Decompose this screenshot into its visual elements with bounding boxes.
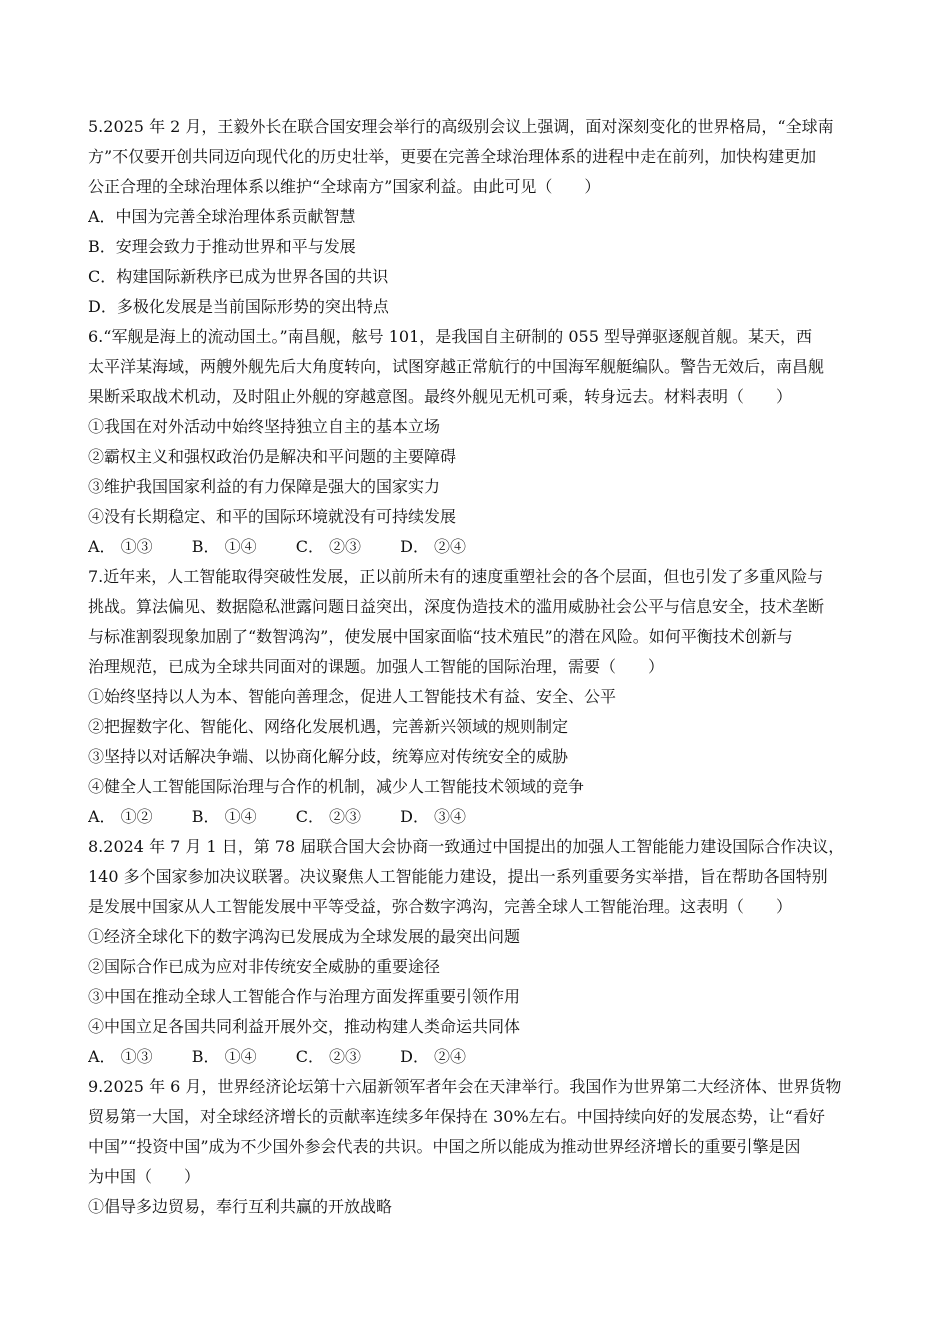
question-8 xyxy=(88,832,868,1072)
answer-option-d: D． ②④ xyxy=(400,1047,467,1066)
statement-item: ①我国在对外活动中始终坚持独立自主的基本立场 xyxy=(88,417,441,436)
statement-item: ③维护我国国家利益的有力保障是强大的国家实力 xyxy=(88,477,441,496)
answer-option-a: A． ①② xyxy=(88,807,153,826)
question-7 xyxy=(88,562,868,832)
question-stem-line: 与标准割裂现象加剧了“数智鸿沟”，使发展中国家面临“技术殖民”的潜在风险。如何平衡技术创新与 xyxy=(88,627,793,646)
question-stem-line: 治理规范，已成为全球共同面对的课题。加强人工智能的国际治理，需要（ ） xyxy=(88,657,665,676)
question-stem-line: 6.“军舰是海上的流动国土。”南昌舰，舷号 101，是我国自主研制的 055 型导弹驱逐舰首舰。某天，西 xyxy=(88,327,812,346)
question-stem-line: 贸易第一大国，对全球经济增长的贡献率连续多年保持在 30%左右。中国持续向好的发展态势，让“看好 xyxy=(88,1107,825,1126)
statement-item: ①经济全球化下的数字鸿沟已发展成为全球发展的最突出问题 xyxy=(88,927,521,946)
question-stem-line: 5.2025 年 2 月，王毅外长在联合国安理会举行的高级别会议上强调，面对深刻变化的世界格局，“全球南 xyxy=(88,117,834,136)
question-stem-line: 7.近年来，人工智能取得突破性发展，正以前所未有的速度重塑社会的各个层面，但也引发了多重风险与 xyxy=(88,567,824,586)
statement-item: ④中国立足各国共同利益开展外交，推动构建人类命运共同体 xyxy=(88,1017,521,1036)
question-stem-line: 140 多个国家参加决议联署。决议聚焦人工智能能力建设，提出一系列重要务实举措，旨在帮助各国特别 xyxy=(88,867,828,886)
statement-item: ③中国在推动全球人工智能合作与治理方面发挥重要引领作用 xyxy=(88,987,521,1006)
answer-choice-c: C．构建国际新秩序已成为世界各国的共识 xyxy=(88,267,389,286)
question-stem-line: 中国”“投资中国”成为不少国外参会代表的共识。中国之所以能成为推动世界经济增长的重要引擎是因 xyxy=(88,1137,801,1156)
question-stem-line: 为中国（ ） xyxy=(88,1167,201,1186)
answer-options xyxy=(88,532,868,562)
question-stem-line: 公正合理的全球治理体系以维护“全球南方”国家利益。由此可见（ ） xyxy=(88,177,601,196)
statement-item: ③坚持以对话解决争端、以协商化解分歧，统筹应对传统安全的威胁 xyxy=(88,747,569,766)
statement-item: ④没有长期稳定、和平的国际环境就没有可持续发展 xyxy=(88,507,457,526)
question-stem-line: 8.2024 年 7 月 1 日，第 78 届联合国大会协商一致通过中国提出的加强人工智能能力建设国际合作决议， xyxy=(88,837,845,856)
answer-option-d: D． ②④ xyxy=(400,537,467,556)
answer-option-b: B． ①④ xyxy=(191,537,257,556)
question-stem-line: 是发展中国家从人工智能发展中平等受益，弥合数字鸿沟，完善全球人工智能治理。这表明（ ） xyxy=(88,897,793,916)
question-list xyxy=(88,112,868,1222)
answer-option-a: A． ①③ xyxy=(88,537,153,556)
question-stem-line: 果断采取战术机动，及时阻止外舰的穿越意图。最终外舰见无机可乘，转身远去。材料表明（ ） xyxy=(88,387,793,406)
question-5 xyxy=(88,112,868,322)
question-9 xyxy=(88,1072,868,1222)
question-stem-line: 方”不仅要开创共同迈向现代化的历史壮举，更要在完善全球治理体系的进程中走在前列，加快构建更加 xyxy=(88,147,817,166)
answer-option-c: C． ②③ xyxy=(295,537,362,556)
statement-item: ④健全人工智能国际治理与合作的机制，减少人工智能技术领域的竞争 xyxy=(88,777,585,796)
question-stem-line: 挑战。算法偏见、数据隐私泄露问题日益突出，深度伪造技术的滥用威胁社会公平与信息安全，技术垄断 xyxy=(88,597,825,616)
statement-item: ①始终坚持以人为本、智能向善理念，促进人工智能技术有益、安全、公平 xyxy=(88,687,617,706)
answer-option-b: B． ①④ xyxy=(191,807,257,826)
answer-option-c: C． ②③ xyxy=(295,807,362,826)
answer-choice-b: B．安理会致力于推动世界和平与发展 xyxy=(88,237,356,256)
answer-choice-d: D．多极化发展是当前国际形势的突出特点 xyxy=(88,297,389,316)
question-stem-line: 9.2025 年 6 月，世界经济论坛第十六届新领军者年会在天津举行。我国作为世界第二大经济体、世界货物 xyxy=(88,1077,842,1096)
question-stem-line: 太平洋某海域，两艘外舰先后大角度转向，试图穿越正常航行的中国海军舰艇编队。警告无效后，南昌舰 xyxy=(88,357,825,376)
answer-choice-a: A．中国为完善全球治理体系贡献智慧 xyxy=(88,207,356,226)
statement-item: ②把握数字化、智能化、网络化发展机遇，完善新兴领域的规则制定 xyxy=(88,717,569,736)
answer-option-b: B． ①④ xyxy=(191,1047,257,1066)
answer-options xyxy=(88,802,868,832)
question-6 xyxy=(88,322,868,562)
answer-option-c: C． ②③ xyxy=(295,1047,362,1066)
statement-item: ②霸权主义和强权政治仍是解决和平问题的主要障碍 xyxy=(88,447,457,466)
statement-item: ①倡导多边贸易，奉行互利共赢的开放战略 xyxy=(88,1197,393,1216)
answer-option-a: A． ①③ xyxy=(88,1047,153,1066)
statement-item: ②国际合作已成为应对非传统安全威胁的重要途径 xyxy=(88,957,441,976)
answer-option-d: D． ③④ xyxy=(400,807,467,826)
answer-options xyxy=(88,1042,868,1072)
